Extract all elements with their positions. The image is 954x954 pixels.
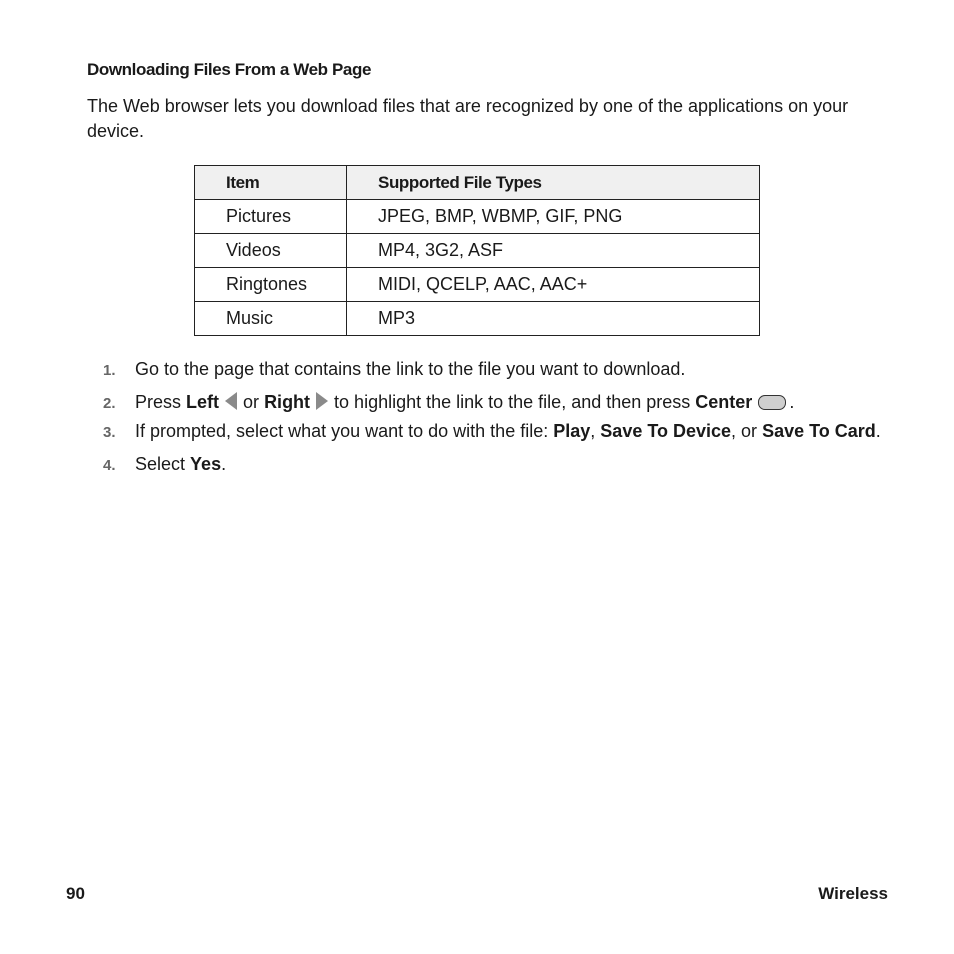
- right-key-label: Right: [264, 392, 311, 412]
- step-number: 4.: [103, 457, 116, 474]
- step-text: ,: [590, 421, 596, 441]
- step-1: [103, 357, 883, 382]
- cell-types: MIDI, QCELP, AAC, AAC+: [347, 268, 760, 302]
- cell-item: Videos: [195, 234, 347, 268]
- steps-list: [103, 357, 883, 485]
- table-row: [195, 200, 760, 234]
- header-file-types: Supported File Types: [347, 166, 760, 200]
- cell-types: MP3: [347, 302, 760, 336]
- table-header-row: [195, 166, 760, 200]
- step-text: Press: [135, 392, 182, 412]
- step-number: 1.: [103, 362, 116, 379]
- section-name: Wireless: [818, 884, 888, 903]
- option-play: Play: [553, 421, 591, 441]
- cell-item: Ringtones: [195, 268, 347, 302]
- left-key-label: Left: [186, 392, 220, 412]
- file-types-table: [194, 165, 760, 336]
- header-item: Item: [195, 166, 347, 200]
- step-2: [103, 390, 883, 415]
- step-text: .: [789, 392, 795, 412]
- cell-item: Music: [195, 302, 347, 336]
- center-key-icon: [758, 395, 786, 410]
- step-text: If prompted, select what you want to do with the file:: [135, 421, 549, 441]
- step-text: .: [875, 421, 881, 441]
- step-text: , or: [731, 421, 758, 441]
- step-text: Select: [135, 454, 186, 474]
- step-4: [103, 452, 883, 477]
- cell-types: MP4, 3G2, ASF: [347, 234, 760, 268]
- step-number: 3.: [103, 424, 116, 441]
- step-number: 2.: [103, 395, 116, 412]
- step-text: to highlight the link to the file, and then press: [334, 392, 691, 412]
- table-row: [195, 268, 760, 302]
- right-arrow-icon: [316, 392, 328, 410]
- cell-types: JPEG, BMP, WBMP, GIF, PNG: [347, 200, 760, 234]
- table-row: [195, 302, 760, 336]
- option-yes: Yes: [190, 454, 222, 474]
- intro-paragraph: The Web browser lets you download files that are recognized by one of the applications on your device.: [87, 96, 849, 141]
- page-number: 90: [66, 884, 85, 903]
- section-heading: Downloading Files From a Web Page: [87, 60, 372, 79]
- step-3: [103, 419, 883, 444]
- table-row: [195, 234, 760, 268]
- step-text: Go to the page that contains the link to the file you want to download.: [135, 359, 686, 379]
- left-arrow-icon: [225, 392, 237, 410]
- option-save-to-card: Save To Card: [762, 421, 876, 441]
- option-save-to-device: Save To Device: [600, 421, 732, 441]
- step-text: .: [221, 454, 227, 474]
- step-text: or: [243, 392, 260, 412]
- center-key-label: Center: [695, 392, 753, 412]
- cell-item: Pictures: [195, 200, 347, 234]
